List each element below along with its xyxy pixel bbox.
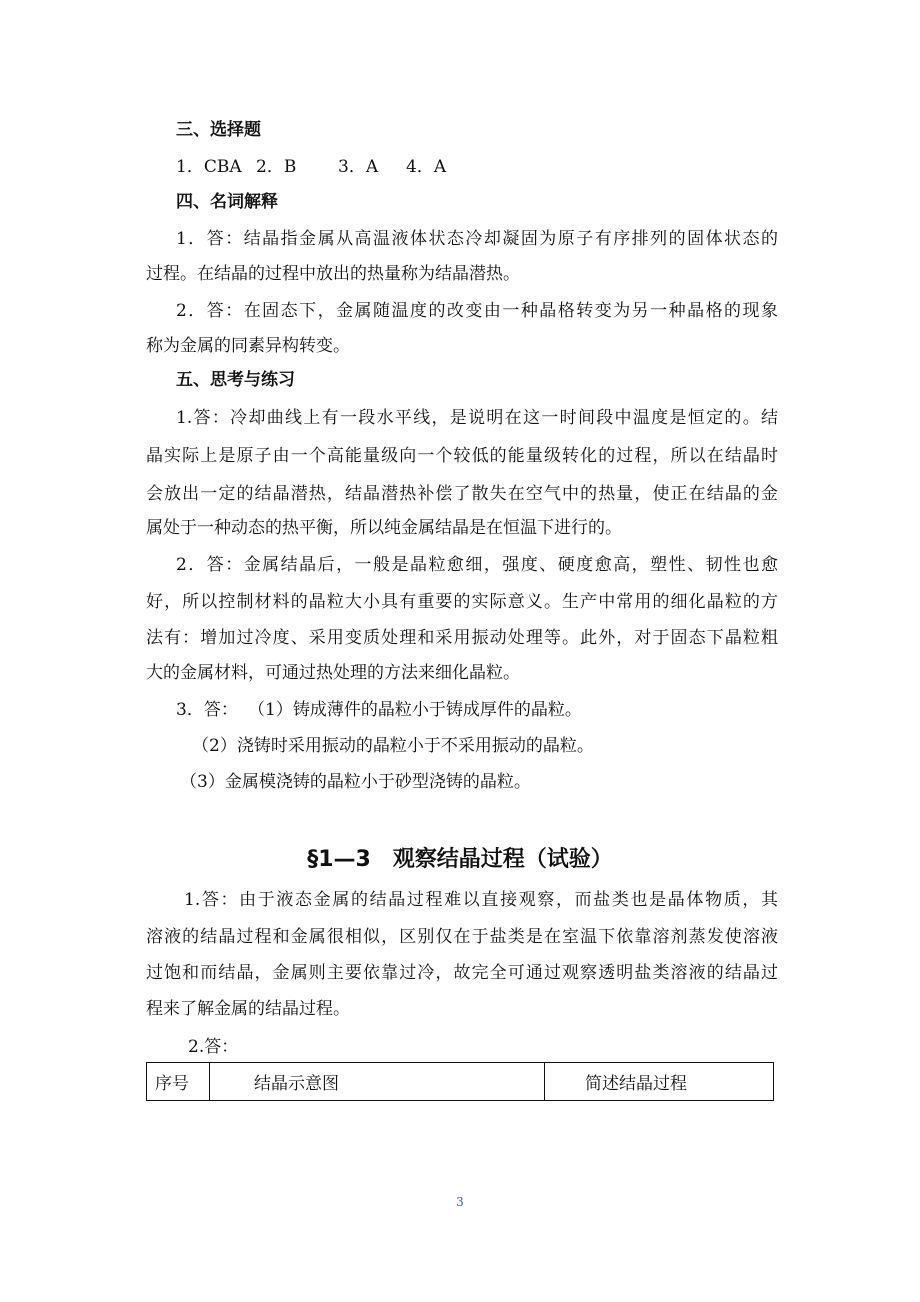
choice-heading: 三、选择题 — [176, 120, 261, 140]
practice-q2-line-2: 好，所以控制材料的晶粒大小具有重要的实际意义。生产中常用的细化晶粒的方 — [146, 592, 778, 612]
experiment-a1-line-3: 过饱和而结晶，金属则主要依靠过冷，故完全可通过观察透明盐类溶液的结晶过 — [146, 963, 778, 983]
practice-q1-line-3: 会放出一定的结晶潜热，结晶潜热补偿了散失在空气中的热量，使正在结晶的金 — [146, 484, 778, 504]
practice-q3-item-3: （3）金属模浇铸的晶粒小于砂型浇铸的晶粒。 — [180, 772, 531, 792]
page-number: 3 — [456, 1195, 464, 1209]
table-header-cell: 简述结晶过程 — [545, 1063, 774, 1101]
term-answer-2-line-2: 称为金属的同素异构转变。 — [146, 336, 350, 356]
experiment-a2-label: 2.答： — [188, 1037, 239, 1057]
term-answer-1-line-2: 过程。在结晶的过程中放出的热量称为结晶潜热。 — [146, 264, 520, 284]
practice-q1-line-1: 1.答：冷却曲线上有一段水平线，是说明在这一时间段中温度是恒定的。结 — [176, 408, 778, 428]
practice-heading: 五、思考与练习 — [176, 370, 295, 390]
choice-answer-3: 3．A — [338, 157, 379, 177]
practice-q2-line-1: 2．答：金属结晶后，一般是晶粒愈细，强度、硬度愈高，塑性、韧性也愈 — [176, 555, 778, 575]
practice-q1-line-4: 属处于一种动态的热平衡，所以纯金属结晶是在恒温下进行的。 — [146, 518, 622, 538]
practice-q3-prefix: 3．答： — [176, 700, 238, 720]
experiment-a1-line-2: 溶液的结晶过程和金属很相似，区别仅在于盐类是在室温下依靠溶剂蒸发使溶液 — [146, 927, 778, 947]
practice-q2-line-3: 法有：增加过冷度、采用变质处理和采用振动处理等。此外，对于固态下晶粒粗 — [146, 628, 778, 648]
section-title: §1—3 观察结晶过程（试验） — [307, 847, 613, 872]
table-header-cell: 结晶示意图 — [210, 1063, 545, 1101]
practice-q1-line-2: 晶实际上是原子由一个高能量级向一个较低的能量级转化的过程，所以在结晶时 — [146, 446, 778, 466]
choice-answer-1: 1．CBA — [176, 157, 242, 177]
practice-q3-item-1: （1）铸成薄件的晶粒小于铸成厚件的晶粒。 — [248, 700, 582, 720]
choice-answer-2: 2．B — [256, 157, 297, 177]
table-header-cell: 序号 — [147, 1063, 210, 1101]
choice-answer-4: 4．A — [406, 157, 447, 177]
table-header-row — [147, 1063, 774, 1101]
experiment-a1-line-4: 程来了解金属的结晶过程。 — [146, 999, 350, 1019]
terms-heading: 四、名词解释 — [176, 192, 278, 212]
term-answer-1-line-1: 1．答：结晶指金属从高温液体状态冷却凝固为原子有序排列的固体状态的 — [176, 229, 778, 249]
term-answer-2-line-1: 2．答：在固态下，金属随温度的改变由一种晶格转变为另一种晶格的现象 — [176, 301, 778, 321]
practice-q3-item-2: （2）浇铸时采用振动的晶粒小于不采用振动的晶粒。 — [192, 736, 594, 756]
practice-q2-line-4: 大的金属材料，可通过热处理的方法来细化晶粒。 — [146, 663, 520, 683]
crystallization-table — [146, 1062, 774, 1101]
experiment-a1-line-1: 1.答：由于液态金属的结晶过程难以直接观察，而盐类也是晶体物质，其 — [184, 890, 778, 910]
